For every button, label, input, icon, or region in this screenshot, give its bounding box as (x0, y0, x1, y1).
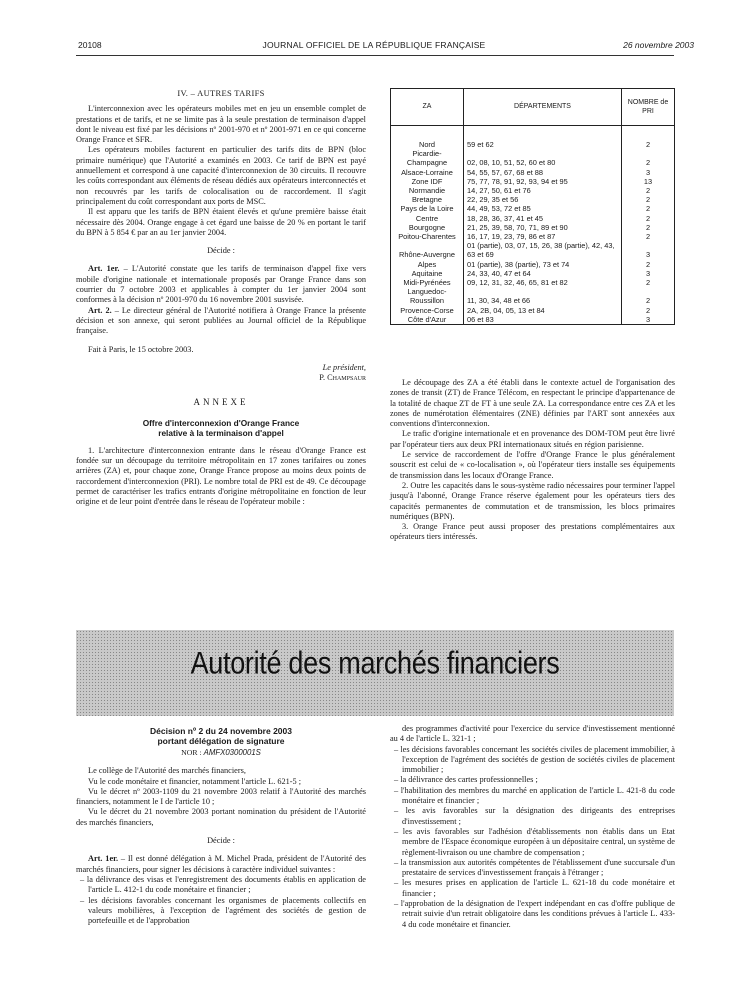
list-item: – la transmission aux autorités compétentes de l'établissement d'une succursale d'un prestataire de services d'investissement français à l'étranger ; (394, 857, 675, 878)
table-row (391, 223, 675, 232)
za-cell: Nord (391, 126, 464, 150)
table-row (391, 177, 675, 186)
paragraph: 1. L'architecture d'interconnexion entrante dans le réseau d'Orange France est fondée sur un découpage du territoire métropolitain en 17 zones tarifaires ou zones arrières (ZA) et, pour chaque zone, Orange France propose au moins deux points de raccordement d'interconnexion (PRI). Le nombre total de PRI est de 49. Ce découpage permet de caractériser les trafics entrants d'origine métropolitaine en fonction de leur origine et de leur point d'entrée dans le réseau de l'opérateur mobile : (76, 445, 366, 507)
table-row (391, 214, 675, 223)
paragraph: L'interconnexion avec les opérateurs mobiles met en jeu un ensemble complet de prestations et de tarifs, et ne se limite pas à la seule prestation de terminaison d'appel dont le niveau est fixé par les décisions nº 2001-970 et nº 2001-971 en ce qui concerne Orange France et SFR. (76, 104, 366, 145)
za-cell: Aquitaine (391, 269, 464, 278)
list-item: – les décisions favorables concernant les sociétés civiles de placement immobilier, à l'exception de l'agrément des sociétés de gestion de sociétés civiles de placement immobilier ; (394, 744, 675, 775)
departements-cell: 2A, 2B, 04, 05, 13 et 84 (464, 306, 622, 315)
article-1: Art. 1er. – Il est donné délégation à M. Michel Prada, président de l'Autorité des marchés financiers, pour signer les décisions à caractère individuel suivantes : (76, 854, 366, 874)
departements-cell: 14, 27, 50, 61 et 76 (464, 186, 622, 195)
departements-cell: 02, 08, 10, 51, 52, 60 et 80 (464, 149, 622, 167)
table-row (391, 232, 675, 241)
paragraph: Le trafic d'origine internationale et en provenance des DOM-TOM peut être livré par l'opérateur tiers aux deux PRI internationaux situés en région parisienne. (390, 429, 675, 449)
list-item: – la délivrance des visas et l'enregistrement des documents établis en application de l'article L. 412-1 du code monétaire et financier ; (80, 874, 366, 895)
departements-cell: 18, 28, 36, 37, 41 et 45 (464, 214, 622, 223)
delegation-list-continued (390, 745, 675, 930)
article-1: Art. 1er. – L'Autorité constate que les tarifs de terminaison d'appel fixe vers mobile d'origine nationale et internationale proposés par Orange France dans son courrier du 7 octobre 2003 et applicables à compter du 1er janvier 2004 sont conformes à la décision nº 2001-970 du 16 novembre 2001 susvisée. (76, 264, 366, 305)
za-cell: Provence-Corse (391, 306, 464, 315)
continued-item: des programmes d'activité pour l'exercice du service d'investissement mentionné au 4 de l'article L. 321-1 ; (390, 724, 675, 744)
decide-label: Décide : (207, 246, 235, 256)
za-cell: Alsace-Lorraine (391, 168, 464, 177)
paragraph: Vu le code monétaire et financier, notamment l'article L. 621-5 ; (88, 776, 302, 786)
annexe-title: Offre d'interconnexion d'Orange France relative à la terminaison d'appel (142, 417, 300, 438)
table-row (391, 287, 675, 305)
article-2: Art. 2. – Le directeur général de l'Autorité notifiera à Orange France la présente décision et son annexe, qui seront publiées au Journal officiel de la République française. (76, 305, 366, 336)
pri-cell: 2 (622, 260, 675, 269)
pri-cell: 2 (622, 204, 675, 213)
za-cell: Bretagne (391, 195, 464, 204)
pri-cell: 3 (622, 269, 675, 278)
list-item: – l'habilitation des membres du marché en application de l'article L. 421-8 du code monétaire et financier ; (394, 785, 675, 806)
page-header (0, 40, 748, 54)
header-rule (76, 55, 674, 56)
list-item: – la délivrance des cartes professionnelles ; (394, 775, 538, 785)
table-header-za: ZA (391, 89, 464, 126)
list-item: – les avis favorables sur l'adhésion d'établissements non établis dans un Etat membre de l'Espace économique européen à un dépositaire central, un système de règlement-livraison ou une chambre de compensation ; (394, 826, 675, 857)
za-cell: Pays de la Loire (391, 204, 464, 213)
paragraph: Vu le décret du 21 novembre 2003 portant nomination du président de l'Autorité des marchés financiers, (76, 807, 366, 827)
paragraph: 3. Orange France peut aussi proposer des prestations complémentaires aux opérateurs tiers intéressés. (390, 522, 675, 542)
departements-cell: 54, 55, 57, 67, 68 et 88 (464, 168, 622, 177)
departements-cell: 59 et 62 (464, 126, 622, 150)
pri-cell: 3 (622, 315, 675, 325)
paragraph: Le service de raccordement de l'offre d'Orange France le plus généralement souscrit est celui de « co-localisation », où l'opérateur tiers installe ses équipements de transmission dans les locaux d'Orange France. (390, 450, 675, 480)
za-cell: Zone IDF (391, 177, 464, 186)
journal-title: JOURNAL OFFICIEL DE LA RÉPUBLIQUE FRANÇAISE (262, 40, 486, 50)
paragraph: Le collège de l'Autorité des marchés financiers, (88, 766, 246, 776)
za-table (390, 88, 675, 325)
pri-cell: 2 (622, 223, 675, 232)
list-item: – l'approbation de la désignation de l'expert indépendant en cas d'offre publique de retrait suivie d'un retrait obligatoire dans les conditions prévues à l'article L. 433-4 du code monétaire et financier. (394, 899, 675, 929)
departements-cell: 24, 33, 40, 47 et 64 (464, 269, 622, 278)
table-row (391, 168, 675, 177)
right-column-bottom (390, 724, 675, 930)
paragraph: Vu le décret nº 2003-1109 du 21 novembre 2003 relatif à l'Autorité des marchés financiers, notamment le I de l'article 10 ; (76, 786, 366, 807)
article-label: Art. 2. (88, 305, 112, 315)
za-cell: Alpes (391, 260, 464, 269)
signature-name: P. Champsaur (319, 373, 366, 383)
za-cell: Normandie (391, 186, 464, 195)
table-row (391, 306, 675, 315)
departements-cell: 44, 49, 53, 72 et 85 (464, 204, 622, 213)
table-row (391, 204, 675, 213)
decision-title: Décision nº 2 du 24 novembre 2003 portant délégation de signature (150, 726, 292, 746)
section-heading: IV. – AUTRES TARIFS (177, 88, 265, 98)
table-row (391, 195, 675, 204)
table-row (391, 149, 675, 167)
decide-label: Décide : (207, 836, 235, 846)
article-label: Art. 1er. (88, 264, 120, 274)
table-header-departements: DÉPARTEMENTS (464, 89, 622, 126)
departements-cell: 75, 77, 78, 91, 92, 93, 94 et 95 (464, 177, 622, 186)
pri-cell: 2 (622, 186, 675, 195)
pri-cell: 2 (622, 149, 675, 167)
pri-cell: 2 (622, 126, 675, 150)
za-cell: Picardie-Champagne (391, 149, 464, 167)
table-row (391, 126, 675, 150)
nor-reference: NOR : AMFX0300001S (181, 748, 261, 757)
paragraph: 2. Outre les capacités dans le sous-système radio nécessaires pour terminer l'appel jusqu'à l'abonné, Orange France réserve également pour les opérateurs tiers des capacités permanentes de commutation et de transmission, les blocs primaires numériques (BPN). (390, 480, 675, 521)
za-cell: Centre (391, 214, 464, 223)
left-column-top (76, 88, 366, 508)
departements-cell: 09, 12, 31, 32, 46, 65, 81 et 82 (464, 278, 622, 287)
departements-cell: 22, 29, 35 et 56 (464, 195, 622, 204)
table-row (391, 269, 675, 278)
departements-cell: 11, 30, 34, 48 et 66 (464, 287, 622, 305)
pri-cell: 2 (622, 214, 675, 223)
pri-cell: 3 (622, 168, 675, 177)
page-number: 20108 (78, 40, 102, 50)
annexe-heading: ANNEXE (193, 397, 249, 408)
za-cell: Rhône-Auvergne (391, 241, 464, 259)
table-row (391, 241, 675, 259)
pri-cell: 3 (622, 241, 675, 259)
list-item: – les mesures prises en application de l'article L. 621-18 du code monétaire et financier ; (394, 878, 675, 898)
signature-title: Le président, (322, 362, 366, 372)
table-row (391, 315, 675, 325)
za-cell: Languedoc-Roussillon (391, 287, 464, 305)
banner-title: Autorité des marchés financiers (190, 645, 560, 681)
list-item: – les décisions favorables concernant les organismes de placements collectifs en valeurs mobilières, à l'exception de l'agrément des sociétés de gestion de portefeuille et de l'approbation (80, 895, 366, 926)
za-cell: Midi-Pyrénées (391, 278, 464, 287)
pri-cell: 13 (622, 177, 675, 186)
list-item: – les avis favorables sur la désignation des dirigeants des entreprises d'investissement ; (394, 806, 675, 826)
table-header-pri: NOMBRE de PRI (622, 89, 675, 126)
pri-cell: 2 (622, 232, 675, 241)
table-row (391, 260, 675, 269)
departements-cell: 21, 25, 39, 58, 70, 71, 89 et 90 (464, 223, 622, 232)
departements-cell: 06 et 83 (464, 315, 622, 325)
article-label: Art. 1er. (88, 854, 119, 864)
paragraph: Les opérateurs mobiles facturent en particulier des tarifs dits de BPN (bloc primaire numérique) que l'Autorité a examinés en 2003. Ce tarif de BPN est payé annuellement et correspond à une capacité d'interconnexion de 30 circuits. Il recouvre les coûts correspondant aux éléments de réseau dédiés aux opérateurs interconnectés et non recouvrés par les tarifs de colocalisation ou de raccordement. Il s'agit principalement du coût correspondant aux ports de MSC. (76, 145, 366, 206)
departements-cell: 01 (partie), 03, 07, 15, 26, 38 (partie), 42, 43, 63 et 69 (464, 241, 622, 259)
pri-cell: 2 (622, 278, 675, 287)
pri-cell: 2 (622, 306, 675, 315)
left-column-bottom (76, 724, 366, 926)
table-row (391, 186, 675, 195)
paragraph: Il est apparu que les tarifs de BPN étaient élevés et qu'une première baisse était nécessaire dès 2004. Orange engage à cet égard une baisse de 20 % en portant le tarif du BPN à 5 854 € par an au 1er janvier 2004. (76, 207, 366, 237)
signature-date: Fait à Paris, le 15 octobre 2003. (88, 344, 194, 354)
pri-cell: 2 (622, 195, 675, 204)
za-cell: Poitou-Charentes (391, 232, 464, 241)
pri-cell: 2 (622, 287, 675, 305)
table-row (391, 278, 675, 287)
right-column-top (390, 378, 675, 543)
za-cell: Bourgogne (391, 223, 464, 232)
za-cell: Côte d'Azur (391, 315, 464, 325)
departements-cell: 01 (partie), 38 (partie), 73 et 74 (464, 260, 622, 269)
delegation-list (76, 875, 366, 926)
departements-cell: 16, 17, 19, 23, 79, 86 et 87 (464, 232, 622, 241)
section-banner (76, 630, 674, 716)
issue-date: 26 novembre 2003 (623, 40, 694, 50)
paragraph: Le découpage des ZA a été établi dans le contexte actuel de l'organisation des zones de transit (ZT) de France Télécom, en respectant le principe d'appartenance de la totalité de chaque ZT de FT à une seule ZA. La correspondance entre ces ZA et les zones de numérotation élémentaires (ZNE) définies par l'ART sont annexées aux conventions d'interconnexion. (390, 378, 675, 429)
